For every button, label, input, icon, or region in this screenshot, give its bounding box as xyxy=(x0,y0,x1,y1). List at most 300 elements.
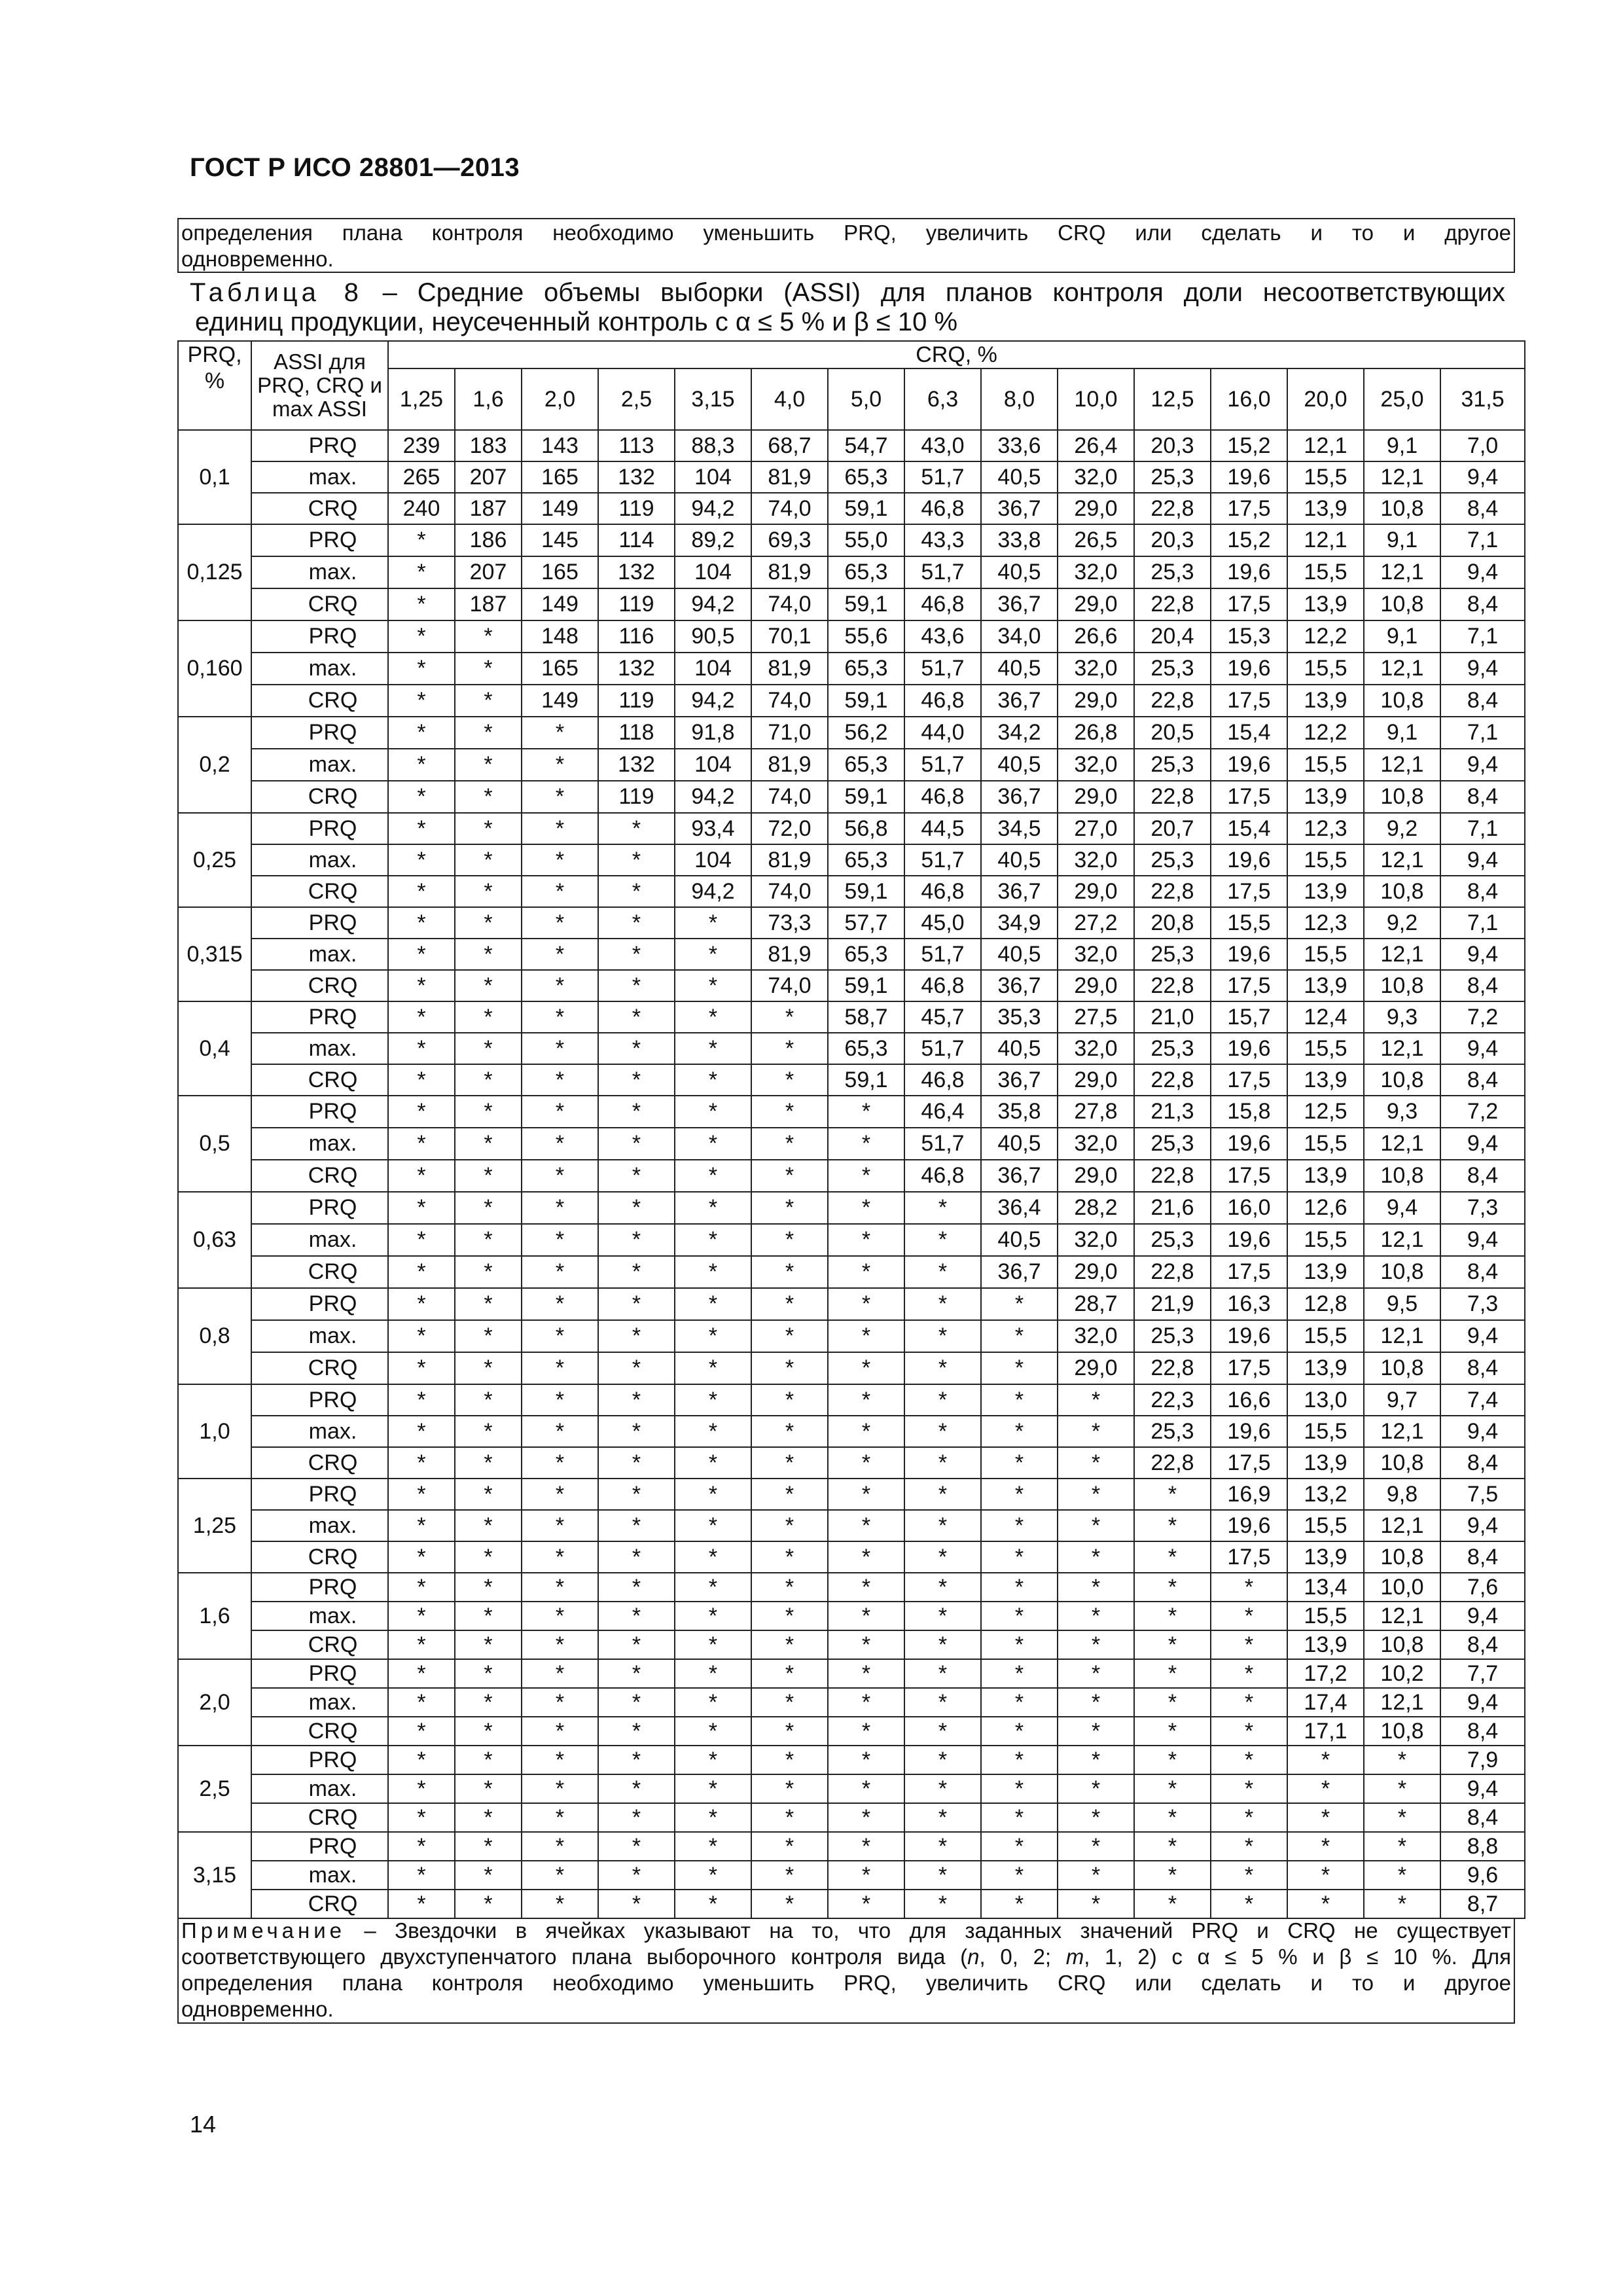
crq-value-header: 16,0 xyxy=(1211,368,1287,430)
value-cell: * xyxy=(1058,1573,1134,1602)
value-cell: 7,6 xyxy=(1440,1573,1525,1602)
value-cell: 132 xyxy=(598,461,675,493)
value-cell: 7,0 xyxy=(1440,430,1525,461)
value-cell: * xyxy=(1364,1774,1440,1803)
value-cell: * xyxy=(1211,1861,1287,1890)
crq-value-header: 31,5 xyxy=(1440,368,1525,430)
value-cell: * xyxy=(751,1630,828,1659)
value-cell: * xyxy=(388,1717,455,1746)
row-label-cell: PRQ xyxy=(251,1384,388,1416)
value-cell: * xyxy=(981,1746,1058,1774)
value-cell: 29,0 xyxy=(1058,876,1134,907)
value-cell: * xyxy=(981,1352,1058,1384)
value-cell: 12,1 xyxy=(1364,1602,1440,1630)
value-cell: 29,0 xyxy=(1058,685,1134,717)
value-cell: 17,5 xyxy=(1211,970,1287,1001)
value-cell: 19,6 xyxy=(1211,844,1287,876)
value-cell: 9,3 xyxy=(1364,1096,1440,1128)
value-cell: * xyxy=(751,1160,828,1192)
value-cell: * xyxy=(598,1541,675,1573)
value-cell: * xyxy=(455,1573,522,1602)
value-cell: * xyxy=(598,1288,675,1320)
value-cell: * xyxy=(1058,1774,1134,1803)
value-cell: * xyxy=(598,1688,675,1717)
prq-value-cell: 0,5 xyxy=(178,1096,251,1192)
value-cell: * xyxy=(598,1746,675,1774)
note-line-2: соответствующего двухступенчатого плана выборочного контроля вида (n, 0, 2; m, 1, 2) с α ≤ 5 % и β ≤ 10 %. Для xyxy=(181,1945,1511,1969)
value-cell: 16,3 xyxy=(1211,1288,1287,1320)
value-cell: * xyxy=(1058,1890,1134,1918)
value-cell: 32,0 xyxy=(1058,1033,1134,1064)
value-cell: * xyxy=(1134,1861,1211,1890)
value-cell: 8,4 xyxy=(1440,685,1525,717)
value-cell: * xyxy=(904,1803,981,1832)
value-cell: * xyxy=(455,1774,522,1803)
value-cell: 15,5 xyxy=(1287,1128,1364,1160)
value-cell: * xyxy=(904,1510,981,1541)
value-cell: 12,3 xyxy=(1287,813,1364,844)
value-cell: 15,4 xyxy=(1211,813,1287,844)
crq-value-header: 20,0 xyxy=(1287,368,1364,430)
value-cell: * xyxy=(1287,1861,1364,1890)
table-row xyxy=(178,1288,1525,1320)
value-cell: 74,0 xyxy=(751,685,828,717)
value-cell: 25,3 xyxy=(1134,461,1211,493)
value-cell: 10,8 xyxy=(1364,781,1440,813)
table-row xyxy=(178,588,1525,620)
value-cell: 15,5 xyxy=(1287,1602,1364,1630)
value-cell: 17,5 xyxy=(1211,1352,1287,1384)
value-cell: 88,3 xyxy=(675,430,751,461)
value-cell: * xyxy=(675,1128,751,1160)
row-label-cell: max. xyxy=(251,1320,388,1352)
value-cell: * xyxy=(455,1192,522,1224)
value-cell: 65,3 xyxy=(828,556,904,588)
table-row xyxy=(178,1224,1525,1256)
row-label-cell: PRQ xyxy=(251,1479,388,1510)
value-cell: * xyxy=(751,1064,828,1096)
value-cell: 46,8 xyxy=(904,781,981,813)
value-cell: * xyxy=(388,1416,455,1447)
value-cell: 10,8 xyxy=(1364,1256,1440,1288)
value-cell: * xyxy=(751,1192,828,1224)
value-cell: * xyxy=(675,1774,751,1803)
value-cell: 55,6 xyxy=(828,620,904,653)
value-cell: * xyxy=(828,1416,904,1447)
value-cell: 16,6 xyxy=(1211,1384,1287,1416)
value-cell: 10,8 xyxy=(1364,1352,1440,1384)
value-cell: 20,8 xyxy=(1134,907,1211,939)
value-cell: 12,1 xyxy=(1364,653,1440,685)
value-cell: * xyxy=(388,1659,455,1688)
value-cell: 8,8 xyxy=(1440,1832,1525,1861)
table-row xyxy=(178,781,1525,813)
value-cell: * xyxy=(598,1128,675,1160)
row-label-cell: PRQ xyxy=(251,1659,388,1688)
value-cell: * xyxy=(455,1033,522,1064)
value-cell: * xyxy=(675,1256,751,1288)
value-cell: 19,6 xyxy=(1211,749,1287,781)
value-cell: * xyxy=(1287,1890,1364,1918)
value-cell: * xyxy=(1058,1832,1134,1861)
value-cell: * xyxy=(388,1630,455,1659)
value-cell: * xyxy=(388,844,455,876)
value-cell: 15,5 xyxy=(1287,749,1364,781)
value-cell: * xyxy=(981,1717,1058,1746)
value-cell: * xyxy=(1058,1602,1134,1630)
value-cell: 46,8 xyxy=(904,685,981,717)
table-row xyxy=(178,1160,1525,1192)
value-cell: * xyxy=(751,1688,828,1717)
value-cell: 7,1 xyxy=(1440,813,1525,844)
value-cell: 56,8 xyxy=(828,813,904,844)
value-cell: 25,3 xyxy=(1134,844,1211,876)
table-row xyxy=(178,1320,1525,1352)
value-cell: 8,4 xyxy=(1440,876,1525,907)
value-cell: * xyxy=(1364,1832,1440,1861)
table-row xyxy=(178,1659,1525,1688)
value-cell: 17,5 xyxy=(1211,685,1287,717)
value-cell: 46,8 xyxy=(904,1064,981,1096)
value-cell: * xyxy=(388,1602,455,1630)
value-cell: 8,4 xyxy=(1440,1352,1525,1384)
value-cell: 40,5 xyxy=(981,461,1058,493)
value-cell: * xyxy=(1211,1573,1287,1602)
value-cell: * xyxy=(388,1033,455,1064)
value-cell: * xyxy=(828,1352,904,1384)
value-cell: * xyxy=(455,939,522,970)
value-cell: * xyxy=(455,620,522,653)
value-cell: 9,4 xyxy=(1440,653,1525,685)
value-cell: * xyxy=(388,1688,455,1717)
value-cell: * xyxy=(828,1746,904,1774)
value-cell: * xyxy=(751,1447,828,1479)
prq-value-cell: 0,25 xyxy=(178,813,251,907)
value-cell: 13,2 xyxy=(1287,1479,1364,1510)
table-row xyxy=(178,430,1525,461)
value-cell: 9,4 xyxy=(1440,844,1525,876)
value-cell: 22,8 xyxy=(1134,685,1211,717)
value-cell: 44,0 xyxy=(904,717,981,749)
value-cell: * xyxy=(904,1352,981,1384)
value-cell: 10,8 xyxy=(1364,1160,1440,1192)
value-cell: * xyxy=(1134,1602,1211,1630)
table-row xyxy=(178,653,1525,685)
value-cell: 40,5 xyxy=(981,1224,1058,1256)
value-cell: * xyxy=(388,1861,455,1890)
value-cell: * xyxy=(598,1890,675,1918)
value-cell: * xyxy=(1287,1803,1364,1832)
value-cell: * xyxy=(675,1064,751,1096)
crq-value-header: 10,0 xyxy=(1058,368,1134,430)
value-cell: * xyxy=(751,1803,828,1832)
value-cell: 20,5 xyxy=(1134,717,1211,749)
row-label-cell: CRQ xyxy=(251,588,388,620)
value-cell: 25,3 xyxy=(1134,1416,1211,1447)
value-cell: * xyxy=(675,1659,751,1688)
value-cell: 15,5 xyxy=(1287,1224,1364,1256)
value-cell: 51,7 xyxy=(904,939,981,970)
row-label-cell: CRQ xyxy=(251,1160,388,1192)
value-cell: 15,5 xyxy=(1287,556,1364,588)
value-cell: 29,0 xyxy=(1058,588,1134,620)
value-cell: 19,6 xyxy=(1211,1224,1287,1256)
value-cell: 9,4 xyxy=(1440,1416,1525,1447)
value-cell: * xyxy=(388,1096,455,1128)
value-cell: * xyxy=(904,1224,981,1256)
value-cell: 187 xyxy=(455,588,522,620)
value-cell: * xyxy=(904,1479,981,1510)
value-cell: 59,1 xyxy=(828,1064,904,1096)
value-cell: 13,9 xyxy=(1287,781,1364,813)
value-cell: * xyxy=(828,1688,904,1717)
value-cell: * xyxy=(388,813,455,844)
table-row xyxy=(178,1573,1525,1602)
value-cell: 40,5 xyxy=(981,653,1058,685)
value-cell: * xyxy=(455,1288,522,1320)
crq-value-header: 1,25 xyxy=(388,368,455,430)
value-cell: * xyxy=(1058,1630,1134,1659)
value-cell: 104 xyxy=(675,556,751,588)
value-cell: 16,9 xyxy=(1211,1479,1287,1510)
value-cell: 25,3 xyxy=(1134,1128,1211,1160)
value-cell: 165 xyxy=(522,556,598,588)
value-cell: 7,1 xyxy=(1440,717,1525,749)
value-cell: 15,5 xyxy=(1287,1416,1364,1447)
value-cell: 8,4 xyxy=(1440,1256,1525,1288)
value-cell: * xyxy=(388,1573,455,1602)
value-cell: 81,9 xyxy=(751,556,828,588)
value-cell: 17,5 xyxy=(1211,1160,1287,1192)
table-caption-title: – Средние объемы выборки (ASSI) для планов контроля доли несоответствующих xyxy=(362,278,1506,307)
value-cell: * xyxy=(522,1064,598,1096)
value-cell: * xyxy=(1058,1541,1134,1573)
value-cell: * xyxy=(388,717,455,749)
value-cell: 59,1 xyxy=(828,493,904,524)
value-cell: * xyxy=(455,1256,522,1288)
value-cell: * xyxy=(388,749,455,781)
value-cell: * xyxy=(675,1192,751,1224)
value-cell: 186 xyxy=(455,524,522,556)
value-cell: * xyxy=(522,1774,598,1803)
value-cell: 13,9 xyxy=(1287,1447,1364,1479)
value-cell: 15,2 xyxy=(1211,430,1287,461)
value-cell: * xyxy=(751,1096,828,1128)
value-cell: 57,7 xyxy=(828,907,904,939)
value-cell: * xyxy=(675,1573,751,1602)
value-cell: * xyxy=(751,1479,828,1510)
table-row xyxy=(178,1774,1525,1803)
value-cell: * xyxy=(388,1541,455,1573)
value-cell: 36,4 xyxy=(981,1192,1058,1224)
value-cell: * xyxy=(455,1128,522,1160)
prq-value-cell: 0,4 xyxy=(178,1001,251,1096)
value-cell: * xyxy=(675,1510,751,1541)
value-cell: 104 xyxy=(675,844,751,876)
value-cell: 10,8 xyxy=(1364,685,1440,717)
crq-group-header: CRQ, % xyxy=(388,341,1525,368)
value-cell: 22,8 xyxy=(1134,1352,1211,1384)
value-cell: * xyxy=(751,1256,828,1288)
value-cell: 9,2 xyxy=(1364,907,1440,939)
value-cell: 29,0 xyxy=(1058,1160,1134,1192)
value-cell: * xyxy=(598,1602,675,1630)
value-cell: * xyxy=(1211,1803,1287,1832)
value-cell: 51,7 xyxy=(904,1033,981,1064)
value-cell: * xyxy=(455,1861,522,1890)
value-cell: 9,4 xyxy=(1440,1320,1525,1352)
value-cell: * xyxy=(751,1659,828,1688)
row-label-cell: max. xyxy=(251,556,388,588)
value-cell: 28,2 xyxy=(1058,1192,1134,1224)
value-cell: * xyxy=(1211,1746,1287,1774)
row-label-cell: PRQ xyxy=(251,813,388,844)
value-cell: 34,5 xyxy=(981,813,1058,844)
value-cell: 27,5 xyxy=(1058,1001,1134,1033)
value-cell: 116 xyxy=(598,620,675,653)
value-cell: 8,4 xyxy=(1440,588,1525,620)
value-cell: 9,4 xyxy=(1440,1688,1525,1717)
value-cell: * xyxy=(751,1224,828,1256)
value-cell: * xyxy=(388,1803,455,1832)
table-row xyxy=(178,876,1525,907)
value-cell: * xyxy=(904,1416,981,1447)
prq-value-cell: 1,0 xyxy=(178,1384,251,1479)
value-cell: 94,2 xyxy=(675,781,751,813)
value-cell: * xyxy=(675,939,751,970)
value-cell: * xyxy=(675,1832,751,1861)
value-cell: 59,1 xyxy=(828,685,904,717)
row-label-cell: max. xyxy=(251,1510,388,1541)
value-cell: * xyxy=(388,1746,455,1774)
row-label-cell: CRQ xyxy=(251,1352,388,1384)
value-cell: 21,3 xyxy=(1134,1096,1211,1128)
value-cell: 74,0 xyxy=(751,781,828,813)
value-cell: * xyxy=(904,1541,981,1573)
value-cell: * xyxy=(828,1659,904,1688)
value-cell: * xyxy=(522,1803,598,1832)
value-cell: 29,0 xyxy=(1058,1352,1134,1384)
value-cell: 27,0 xyxy=(1058,813,1134,844)
value-cell: 13,0 xyxy=(1287,1384,1364,1416)
value-cell: 19,6 xyxy=(1211,1128,1287,1160)
value-cell: 21,0 xyxy=(1134,1001,1211,1033)
value-cell: 10,2 xyxy=(1364,1659,1440,1688)
value-cell: * xyxy=(598,844,675,876)
value-cell: 19,6 xyxy=(1211,1033,1287,1064)
value-cell: * xyxy=(388,1224,455,1256)
table-row xyxy=(178,524,1525,556)
value-cell: * xyxy=(1058,1659,1134,1688)
value-cell: * xyxy=(522,1256,598,1288)
row-label-cell: max. xyxy=(251,1128,388,1160)
table-row xyxy=(178,1001,1525,1033)
value-cell: 15,5 xyxy=(1287,1033,1364,1064)
value-cell: * xyxy=(522,1602,598,1630)
value-cell: 25,3 xyxy=(1134,556,1211,588)
value-cell: 104 xyxy=(675,461,751,493)
value-cell: 36,7 xyxy=(981,1256,1058,1288)
value-cell: 15,5 xyxy=(1287,1510,1364,1541)
value-cell: 17,5 xyxy=(1211,781,1287,813)
prq-value-cell: 0,1 xyxy=(178,430,251,524)
value-cell: * xyxy=(388,1064,455,1096)
value-cell: * xyxy=(598,1096,675,1128)
value-cell: * xyxy=(455,717,522,749)
document-code: ГОСТ Р ИСО 28801—2013 xyxy=(190,153,520,182)
value-cell: * xyxy=(675,1352,751,1384)
value-cell: * xyxy=(828,1510,904,1541)
value-cell: 91,8 xyxy=(675,717,751,749)
value-cell: 17,5 xyxy=(1211,1447,1287,1479)
value-cell: 51,7 xyxy=(904,749,981,781)
value-cell: 12,1 xyxy=(1364,1510,1440,1541)
value-cell: * xyxy=(904,1832,981,1861)
value-cell: 7,7 xyxy=(1440,1659,1525,1688)
value-cell: * xyxy=(455,1510,522,1541)
crq-value-header: 12,5 xyxy=(1134,368,1211,430)
value-cell: * xyxy=(455,1320,522,1352)
crq-value-header: 6,3 xyxy=(904,368,981,430)
value-cell: * xyxy=(904,1573,981,1602)
value-cell: * xyxy=(388,1384,455,1416)
value-cell: * xyxy=(1211,1659,1287,1688)
row-label-cell: CRQ xyxy=(251,1890,388,1918)
row-label-cell: max. xyxy=(251,1033,388,1064)
value-cell: * xyxy=(981,1602,1058,1630)
value-cell: * xyxy=(981,1541,1058,1573)
value-cell: * xyxy=(522,1384,598,1416)
value-cell: * xyxy=(522,1890,598,1918)
value-cell: * xyxy=(675,1033,751,1064)
table-row xyxy=(178,1861,1525,1890)
value-cell: 8,4 xyxy=(1440,493,1525,524)
value-cell: * xyxy=(388,588,455,620)
value-cell: * xyxy=(828,1832,904,1861)
value-cell: 12,1 xyxy=(1364,556,1440,588)
value-cell: 7,4 xyxy=(1440,1384,1525,1416)
value-cell: * xyxy=(751,1352,828,1384)
value-cell: 10,8 xyxy=(1364,876,1440,907)
value-cell: * xyxy=(1211,1630,1287,1659)
row-label-cell: max. xyxy=(251,749,388,781)
value-cell: 43,0 xyxy=(904,430,981,461)
table-row xyxy=(178,620,1525,653)
value-cell: 36,7 xyxy=(981,588,1058,620)
value-cell: 19,6 xyxy=(1211,461,1287,493)
value-cell: 13,9 xyxy=(1287,685,1364,717)
table-row xyxy=(178,1256,1525,1288)
row-label-cell: CRQ xyxy=(251,1630,388,1659)
table-caption-line-1 xyxy=(190,278,1505,308)
value-cell: 46,8 xyxy=(904,1160,981,1192)
value-cell: 239 xyxy=(388,430,455,461)
value-cell: 12,1 xyxy=(1364,844,1440,876)
value-cell: * xyxy=(675,1803,751,1832)
value-cell: 19,6 xyxy=(1211,1510,1287,1541)
value-cell: * xyxy=(1211,1774,1287,1803)
value-cell: * xyxy=(455,1160,522,1192)
value-cell: 81,9 xyxy=(751,939,828,970)
value-cell: 15,5 xyxy=(1287,1320,1364,1352)
value-cell: 27,2 xyxy=(1058,907,1134,939)
value-cell: * xyxy=(904,1630,981,1659)
value-cell: 12,5 xyxy=(1287,1096,1364,1128)
value-cell: * xyxy=(455,1890,522,1918)
value-cell: 12,1 xyxy=(1364,461,1440,493)
value-cell: 10,0 xyxy=(1364,1573,1440,1602)
value-cell: 13,9 xyxy=(1287,493,1364,524)
